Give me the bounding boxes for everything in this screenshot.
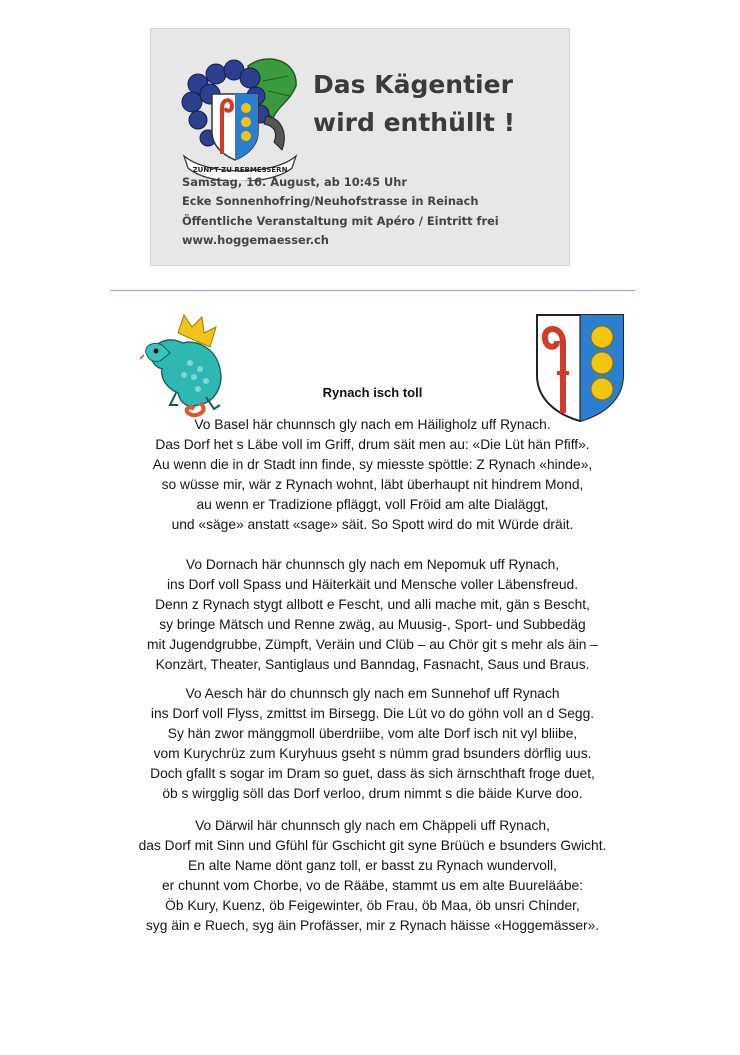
poem-line: Öb Kury, Kuenz, öb Feigewinter, öb Frau, öb Maa, öb unsri Chinder, bbox=[165, 898, 580, 913]
event-website: www.hoggemaesser.ch bbox=[182, 232, 329, 247]
poem-line: so wüsse mir, wär z Rynach wohnt, läbt überhaupt nit hindrem Mond, bbox=[161, 477, 584, 492]
stanza-4 bbox=[110, 816, 635, 936]
poem-line: vom Kurychrüz zum Kuryhuus gseht s nümm grad bsunders dörflig uus. bbox=[153, 746, 592, 761]
poem-line: öb s wirgglig söll das Dorf verloo, drum nimmt s die bäide Kurve doo. bbox=[162, 786, 583, 801]
stanza-2 bbox=[110, 555, 635, 675]
newspaper-clipping bbox=[150, 28, 570, 266]
event-details bbox=[182, 173, 567, 250]
event-location: Ecke Sonnenhofring/Neuhofstrasse in Reinach bbox=[182, 194, 479, 209]
poem-line: Vo Basel här chunnsch gly nach em Häiligholz uff Rynach. bbox=[194, 417, 551, 432]
poem-line: En alte Name dönt ganz toll, er basst zu Rynach wundervoll, bbox=[188, 858, 557, 873]
poem-line: Das Dorf het s Läbe voll im Griff, drum säit men au: «Die Lüt hän Pfiff». bbox=[155, 437, 590, 452]
poem-line: er chunnt vom Chorbe, vo de Rääbe, stammt us em alte Buureläábe: bbox=[161, 878, 584, 893]
poem-line: Doch gfallt s sogar im Dram so guet, dass äs sich ärnschthaft froge duet, bbox=[150, 766, 595, 781]
poem-line: Vo Aesch här do chunnsch gly nach em Sunnehof uff Rynach bbox=[185, 686, 560, 701]
headline-line-2: wird enthüllt ! bbox=[313, 108, 516, 137]
poem-line: ins Dorf voll Flyss, zmittst im Birsegg. Die Lüt vo do göhn voll an d Segg. bbox=[150, 706, 595, 721]
svg-text:ZUNFT ZU REBMESSERN: ZUNFT ZU REBMESSERN bbox=[192, 166, 288, 174]
event-info: Öffentliche Veranstaltung mit Apéro / Eintritt frei bbox=[182, 213, 499, 228]
poem-line: Au wenn die in dr Stadt inn finde, sy miesste spöttle: Z Rynach «hinde», bbox=[152, 457, 593, 472]
poem-line: au wenn er Tradizione pfläggt, voll Fröid am alte Dialäggt, bbox=[196, 497, 549, 512]
reinach-coat-of-arms-icon bbox=[535, 313, 625, 423]
event-date: Samstag, 16. August, ab 10:45 Uhr bbox=[182, 175, 407, 189]
stanza-3 bbox=[110, 684, 635, 804]
poem-page bbox=[110, 290, 635, 991]
poem-line: ins Dorf voll Spass und Häiterkäit und Mensche voller Läbensfreud. bbox=[166, 577, 579, 592]
poem-line: mit Jugendgrubbe, Zümpft, Veräin und Clüb – au Chör git s mehr als äin – bbox=[147, 637, 598, 652]
stanza-1 bbox=[110, 415, 635, 535]
poem-line: das Dorf mit Sinn und Gfühl für Gschicht git syne Brüüch e bsunders Gwicht. bbox=[138, 838, 607, 853]
poem-line: Vo Därwil här chunnsch gly nach em Chäppeli uff Rynach, bbox=[195, 818, 550, 833]
headline-line-1: Das Kägentier bbox=[313, 70, 513, 99]
poem-line: und «säge» anstatt «sage» säit. So Spott wird do mit Würde dräit. bbox=[171, 517, 574, 532]
poem-line: Konzärt, Theater, Santiglaus und Banndag, Fasnacht, Saus und Braus. bbox=[155, 657, 590, 672]
poem-line: Denn z Rynach stygt allbott e Fescht, und alli mache mit, gän s Bescht, bbox=[155, 597, 590, 612]
poem-line: Sy hän zwor mänggmoll überdriibe, vom alte Dorf isch nit vyl bliibe, bbox=[167, 726, 578, 741]
poem-line: syg äin e Ruech, syg äin Profässer, mir z Rynach häisse «Hoggemässer». bbox=[145, 918, 600, 933]
clipping-headline bbox=[313, 66, 563, 142]
guild-emblem-icon bbox=[178, 46, 303, 181]
poem-title: Rynach isch toll bbox=[322, 385, 423, 400]
poem-line: Vo Dornach här chunnsch gly nach em Nepomuk uff Rynach, bbox=[185, 557, 560, 572]
dragon-icon bbox=[140, 313, 235, 421]
poem-line: sy bringe Mätsch und Renne zwäg, au Muusig-, Sport- und Subbedäg bbox=[159, 617, 586, 632]
